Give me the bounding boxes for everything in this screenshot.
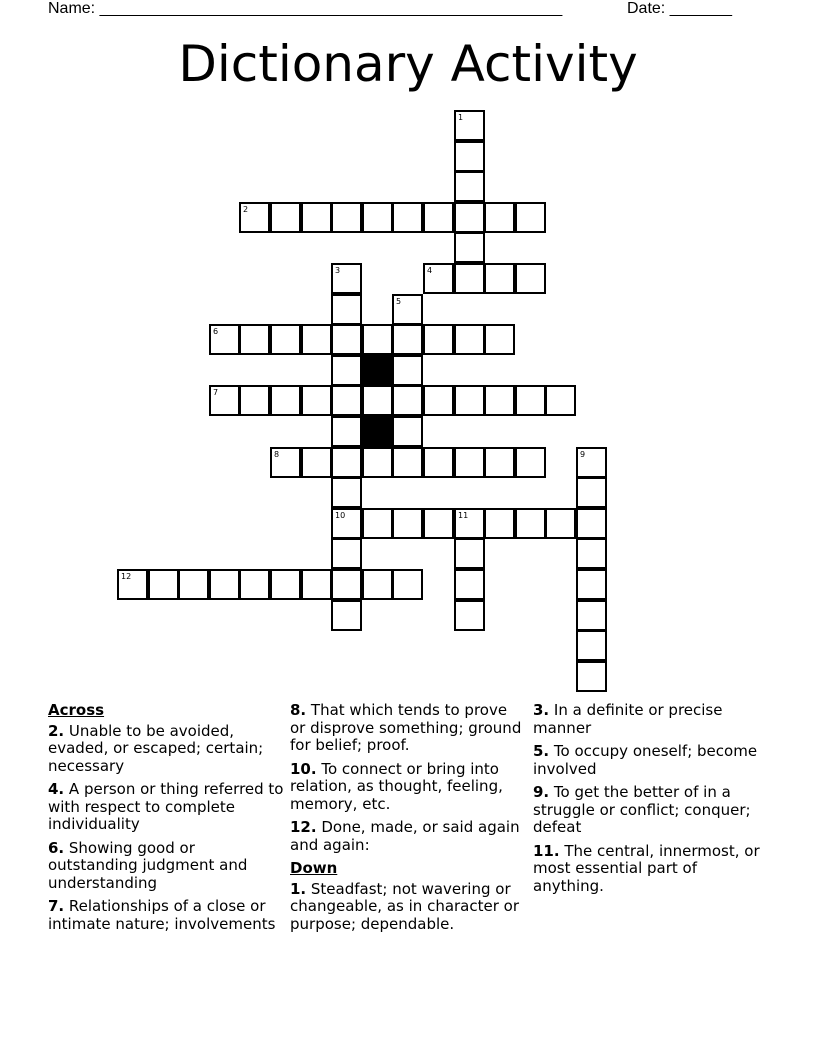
- crossword-cell[interactable]: [423, 324, 454, 355]
- crossword-cell[interactable]: [301, 569, 332, 600]
- crossword-cell[interactable]: [454, 141, 485, 172]
- clue-text: Steadfast; not wavering or changeable, as in character or purpose; dependable.: [290, 879, 520, 933]
- clue-number-label: 10: [335, 511, 346, 520]
- crossword-cell[interactable]: [454, 324, 485, 355]
- crossword-cell-9[interactable]: [576, 447, 607, 478]
- clue-number: 10.: [290, 759, 317, 778]
- crossword-cell[interactable]: [331, 477, 362, 508]
- clue-number-label: 12: [121, 572, 132, 581]
- clue-across-7: [48, 898, 284, 933]
- crossword-cell[interactable]: [331, 538, 362, 569]
- crossword-cell[interactable]: [484, 447, 515, 478]
- clue-text: To occupy oneself; become involved: [533, 742, 758, 778]
- crossword-cell[interactable]: [515, 263, 546, 294]
- crossword-cell[interactable]: [484, 202, 515, 233]
- clue-number: 5.: [533, 742, 550, 760]
- crossword-cell[interactable]: [576, 508, 607, 539]
- clue-number: 3.: [533, 701, 550, 719]
- crossword-cell[interactable]: [484, 263, 515, 294]
- crossword-cell[interactable]: [362, 324, 393, 355]
- clue-number-label: 4: [427, 266, 433, 275]
- clue-text: To connect or bring into relation, as thought, feeling, memory, etc.: [290, 759, 503, 813]
- crossword-cell[interactable]: [362, 569, 393, 600]
- crossword-cell[interactable]: [331, 385, 362, 416]
- crossword-cell[interactable]: [331, 569, 362, 600]
- clue-across-6: [48, 840, 284, 893]
- crossword-cell-7[interactable]: [209, 385, 240, 416]
- crossword-cell-2[interactable]: [239, 202, 270, 233]
- crossword-cell[interactable]: [331, 355, 362, 386]
- clue-across-2: [48, 723, 284, 776]
- clue-number-label: 11: [458, 511, 469, 520]
- crossword-cell[interactable]: [515, 508, 546, 539]
- clue-text: In a definite or precise manner: [533, 701, 723, 737]
- clue-down-1: [290, 881, 526, 934]
- crossword-cell[interactable]: [454, 538, 485, 569]
- crossword-cell[interactable]: [484, 324, 515, 355]
- clue-number: 2.: [48, 721, 65, 740]
- crossword-cell[interactable]: [270, 569, 301, 600]
- crossword-cell[interactable]: [331, 294, 362, 325]
- clue-number-label: 7: [213, 388, 219, 397]
- crossword-cell[interactable]: [576, 569, 607, 600]
- crossword-cell[interactable]: [392, 569, 423, 600]
- clue-number: 4.: [48, 780, 65, 798]
- crossword-cell[interactable]: [392, 447, 423, 478]
- crossword-cell[interactable]: [454, 171, 485, 202]
- clue-number-label: 8: [274, 450, 280, 459]
- clue-across-10: [290, 761, 526, 814]
- crossword-cell[interactable]: [331, 324, 362, 355]
- crossword-cell[interactable]: [545, 508, 576, 539]
- date-field-label: Date: _______: [627, 0, 732, 17]
- crossword-cell[interactable]: [454, 600, 485, 631]
- crossword-cell[interactable]: [239, 385, 270, 416]
- clues-column-3: [533, 702, 769, 901]
- crossword-cell[interactable]: [484, 385, 515, 416]
- clue-text: To get the better of in a struggle or conflict; conquer; defeat: [533, 783, 751, 836]
- crossword-cell[interactable]: [209, 569, 240, 600]
- crossword-cell[interactable]: [484, 508, 515, 539]
- crossword-cell-3[interactable]: [331, 263, 362, 294]
- crossword-cell[interactable]: [331, 416, 362, 447]
- crossword-cell[interactable]: [423, 447, 454, 478]
- crossword-cell-4[interactable]: [423, 263, 454, 294]
- page-title: Dictionary Activity: [178, 35, 638, 93]
- crossword-cell[interactable]: [301, 385, 332, 416]
- crossword-cell-6[interactable]: [209, 324, 240, 355]
- crossword-cell[interactable]: [331, 447, 362, 478]
- clue-across-4: [48, 781, 284, 834]
- clue-number: 9.: [533, 783, 550, 801]
- crossword-cell[interactable]: [301, 324, 332, 355]
- crossword-cell[interactable]: [301, 202, 332, 233]
- clues-column-2: [290, 702, 526, 939]
- crossword-cell[interactable]: [362, 508, 393, 539]
- crossword-cell[interactable]: [178, 569, 209, 600]
- clue-down-5: [533, 743, 769, 778]
- clue-number-label: 3: [335, 266, 341, 275]
- crossword-cell[interactable]: [576, 538, 607, 569]
- crossword-cell-10[interactable]: [331, 508, 362, 539]
- clue-text: Relationships of a close or intimate nature; involvements: [48, 897, 276, 933]
- crossword-cell[interactable]: [454, 385, 485, 416]
- down-heading: Down: [290, 859, 338, 877]
- crossword-cell[interactable]: [515, 385, 546, 416]
- crossword-cell[interactable]: [576, 630, 607, 661]
- crossword-cell[interactable]: [392, 416, 423, 447]
- clue-text: Showing good or outstanding judgment and understanding: [48, 838, 248, 892]
- clue-number-label: 5: [396, 297, 402, 306]
- crossword-cell[interactable]: [331, 202, 362, 233]
- clue-number: 11.: [533, 841, 560, 860]
- crossword-cell[interactable]: [362, 447, 393, 478]
- clue-number: 7.: [48, 897, 65, 915]
- clue-number-label: 6: [213, 327, 219, 336]
- clue-number: 12.: [290, 818, 317, 836]
- clue-down-11: [533, 843, 769, 896]
- clue-number: 1.: [290, 879, 307, 898]
- crossword-cell[interactable]: [392, 324, 423, 355]
- clue-number-label: 1: [458, 113, 464, 122]
- black-square: [362, 416, 393, 447]
- crossword-cell[interactable]: [392, 202, 423, 233]
- crossword-cell[interactable]: [392, 508, 423, 539]
- clue-text: Unable to be avoided, evaded, or escaped; certain; necessary: [48, 721, 264, 775]
- crossword-cell[interactable]: [515, 447, 546, 478]
- crossword-cell[interactable]: [301, 447, 332, 478]
- crossword-cell[interactable]: [454, 232, 485, 263]
- crossword-cell[interactable]: [270, 324, 301, 355]
- crossword-cell[interactable]: [392, 385, 423, 416]
- name-field-label: Name: ____________________________________________________: [48, 0, 563, 17]
- crossword-cell[interactable]: [423, 508, 454, 539]
- clue-number: 8.: [290, 701, 307, 719]
- crossword-cell[interactable]: [270, 202, 301, 233]
- clue-number-label: 2: [243, 205, 249, 214]
- black-square: [362, 355, 393, 386]
- crossword-cell[interactable]: [362, 385, 393, 416]
- crossword-cell[interactable]: [454, 447, 485, 478]
- crossword-cell[interactable]: [270, 385, 301, 416]
- clue-number-label: 9: [580, 450, 586, 459]
- crossword-cell[interactable]: [545, 385, 576, 416]
- crossword-cell-5[interactable]: [392, 294, 423, 325]
- crossword-cell[interactable]: [576, 477, 607, 508]
- crossword-cell-8[interactable]: [270, 447, 301, 478]
- crossword-cell[interactable]: [392, 355, 423, 386]
- clue-text: A person or thing referred to with respect to complete individuality: [48, 780, 284, 833]
- clue-across-12: [290, 819, 526, 854]
- clue-across-8: [290, 702, 526, 755]
- across-heading: Across: [48, 701, 105, 719]
- crossword-cell[interactable]: [454, 202, 485, 233]
- clue-text: The central, innermost, or most essential part of anything.: [533, 841, 760, 895]
- clues-column-1: [48, 702, 284, 939]
- crossword-cell[interactable]: [515, 202, 546, 233]
- crossword-cell[interactable]: [423, 202, 454, 233]
- crossword-cell-12[interactable]: [117, 569, 148, 600]
- crossword-cell[interactable]: [576, 600, 607, 631]
- crossword-cell[interactable]: [362, 202, 393, 233]
- clue-number: 6.: [48, 838, 65, 857]
- clue-down-3: [533, 702, 769, 737]
- crossword-cell[interactable]: [576, 661, 607, 692]
- crossword-cell[interactable]: [239, 569, 270, 600]
- crossword-cell[interactable]: [239, 324, 270, 355]
- clue-text: Done, made, or said again and again:: [290, 818, 520, 854]
- crossword-cell-11[interactable]: [454, 508, 485, 539]
- crossword-cell-1[interactable]: [454, 110, 485, 141]
- clue-down-9: [533, 784, 769, 837]
- crossword-cell[interactable]: [331, 600, 362, 631]
- crossword-cell[interactable]: [148, 569, 179, 600]
- crossword-cell[interactable]: [454, 263, 485, 294]
- crossword-cell[interactable]: [423, 385, 454, 416]
- clue-text: That which tends to prove or disprove something; ground for belief; proof.: [290, 701, 522, 754]
- crossword-cell[interactable]: [454, 569, 485, 600]
